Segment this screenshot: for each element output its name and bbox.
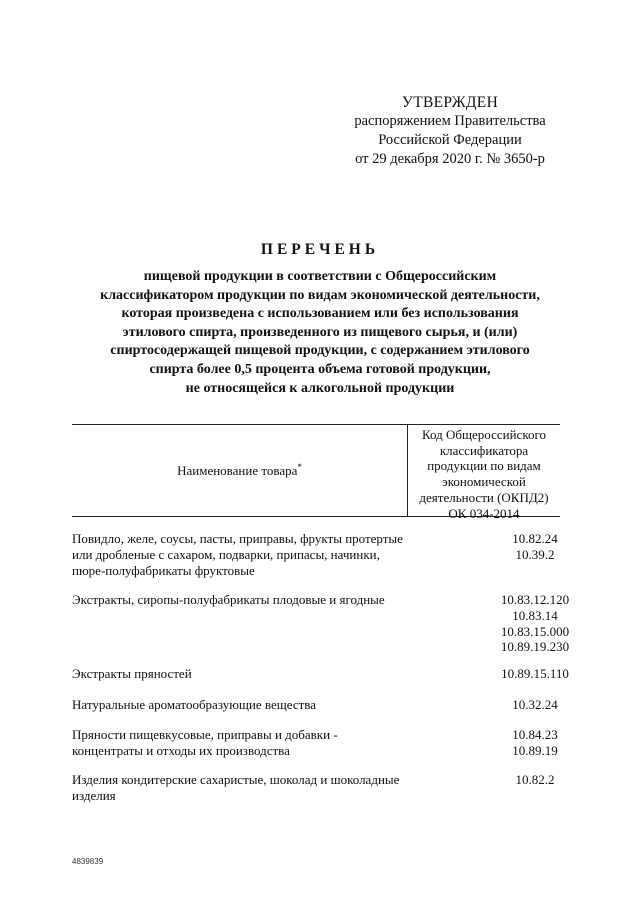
column-header-code bbox=[408, 427, 560, 521]
product-name-line: Экстракты, сиропы-полуфабрикаты плодовые и ягодные bbox=[72, 592, 385, 607]
footnote-mark: * bbox=[297, 462, 302, 472]
table-top-border bbox=[72, 424, 560, 425]
approval-heading: УТВЕРЖДЕН bbox=[401, 94, 499, 111]
column-header-code-line: продукции по видам bbox=[427, 458, 541, 474]
okpd2-code: 10.82.2 bbox=[515, 772, 555, 787]
product-name bbox=[72, 727, 407, 759]
document-subtitle bbox=[78, 268, 562, 398]
column-header-code-line: классификатора bbox=[439, 442, 529, 458]
subtitle-line: классификатором продукции по видам экономической деятельности, bbox=[100, 287, 540, 303]
subtitle-line: которая произведена с использованием или без использования bbox=[121, 306, 519, 322]
okpd2-codes bbox=[480, 592, 590, 655]
subtitle-line: пищевой продукции в соответствии с Общероссийским bbox=[143, 269, 497, 284]
subtitle-line: не относящейся к алкогольной продукции bbox=[185, 380, 455, 396]
column-header-code-line: Код Общероссийского bbox=[421, 427, 546, 442]
product-name bbox=[72, 592, 407, 608]
okpd2-code: 10.83.14 bbox=[512, 607, 558, 623]
okpd2-code: 10.89.15.110 bbox=[501, 666, 569, 681]
okpd2-code: 10.32.24 bbox=[512, 697, 558, 712]
okpd2-code: 10.83.12.120 bbox=[500, 592, 570, 607]
document-number: 4839839 bbox=[72, 857, 104, 866]
subtitle-line: этилового спирта, произведенного из пищевого сырья, и (или) bbox=[122, 324, 518, 340]
approval-line: Российской Федерации bbox=[378, 132, 522, 148]
product-name-line: концентраты и отходы их производства bbox=[72, 742, 290, 758]
approval-line: распоряжением Правительства bbox=[354, 113, 546, 129]
subtitle-line: спирта более 0,5 процента объема готовой продукции, bbox=[149, 361, 491, 377]
column-header-code-line: ОК 034-2014 bbox=[448, 505, 520, 521]
product-name-line: или дробленые с сахаром, подварки, припасы, начинки, bbox=[72, 546, 380, 562]
okpd2-code: 10.89.19.230 bbox=[500, 639, 570, 655]
column-header-code-line: экономической bbox=[442, 474, 526, 490]
okpd2-codes bbox=[480, 666, 590, 682]
product-name-line: Экстракты пряностей bbox=[72, 666, 192, 681]
okpd2-code: 10.84.23 bbox=[512, 727, 558, 742]
okpd2-code: 10.39.2 bbox=[515, 546, 555, 562]
subtitle-line: спиртосодержащей пищевой продукции, с содержанием этилового bbox=[110, 343, 530, 359]
document-title: ПЕРЕЧЕНЬ bbox=[260, 241, 380, 258]
okpd2-code: 10.89.19 bbox=[512, 742, 558, 758]
product-name-line: Повидло, желе, соусы, пасты, приправы, фрукты протертые bbox=[72, 531, 403, 546]
okpd2-codes bbox=[480, 727, 590, 759]
column-header-name bbox=[72, 462, 407, 479]
product-name-line: Натуральные ароматообразующие вещества bbox=[72, 697, 317, 712]
okpd2-codes bbox=[480, 697, 590, 713]
product-name-line: Изделия кондитерские сахаристые, шоколад и шоколадные bbox=[72, 772, 400, 787]
okpd2-code: 10.82.24 bbox=[512, 531, 558, 546]
okpd2-codes bbox=[480, 531, 590, 563]
product-name bbox=[72, 666, 407, 682]
okpd2-code: 10.83.15.000 bbox=[500, 623, 570, 639]
approval-date: от 29 декабря 2020 г. № 3650-р bbox=[355, 151, 545, 167]
column-header-name-text: Наименование товара bbox=[177, 463, 298, 478]
approval-stamp bbox=[330, 93, 570, 169]
product-name bbox=[72, 531, 407, 578]
product-name-line: изделия bbox=[72, 787, 116, 803]
column-header-code-line: деятельности (ОКПД2) bbox=[419, 489, 549, 505]
product-name-line: Пряности пищевкусовые, приправы и добавки - bbox=[72, 727, 338, 742]
product-name bbox=[72, 697, 407, 713]
product-name bbox=[72, 772, 407, 804]
product-name-line: пюре-полуфабрикаты фруктовые bbox=[72, 562, 255, 578]
okpd2-codes bbox=[480, 772, 590, 788]
